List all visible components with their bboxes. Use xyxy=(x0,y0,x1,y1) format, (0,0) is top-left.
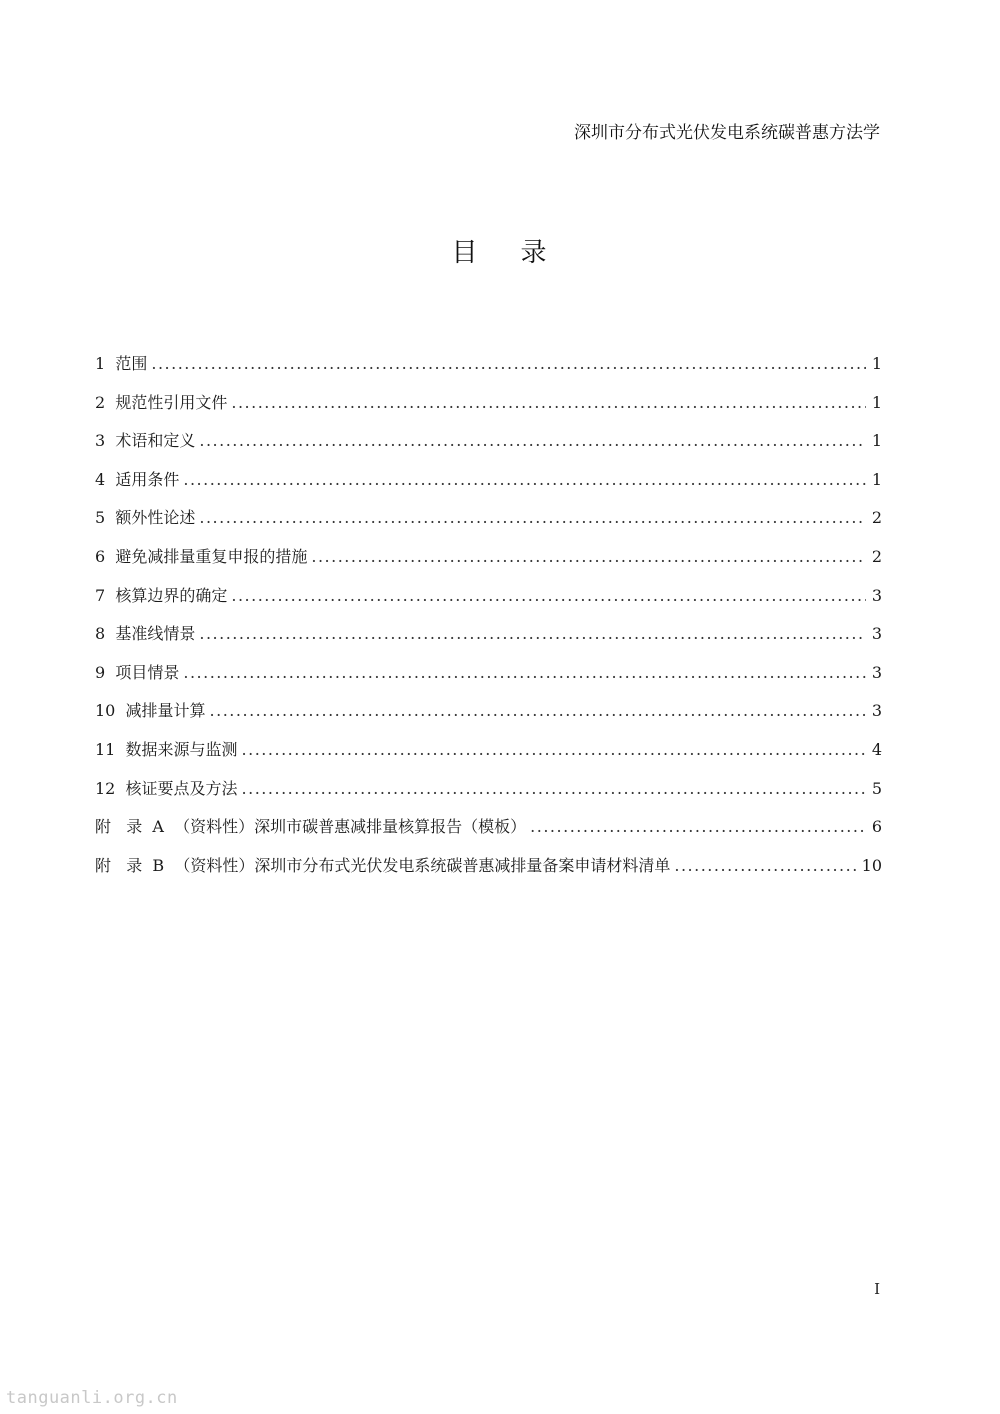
toc-leader-dots xyxy=(183,466,865,494)
page-number: I xyxy=(874,1280,880,1298)
toc-title: 目 录 xyxy=(451,238,549,268)
watermark-text: tanguanli.org.cn xyxy=(6,1388,178,1408)
toc-entry-label: 3 术语和定义 xyxy=(95,431,196,451)
toc-entry-label: 11 数据来源与监测 xyxy=(95,739,238,759)
table-of-contents xyxy=(95,350,882,890)
toc-leader-dots xyxy=(674,852,855,880)
toc-entry-label: 2 规范性引用文件 xyxy=(95,392,228,412)
toc-entry-label: 8 基准线情景 xyxy=(95,624,196,644)
toc-entry-appendix-b[interactable] xyxy=(95,852,882,891)
toc-entry-label: 4 适用条件 xyxy=(95,469,180,489)
toc-leader-dots xyxy=(231,389,865,417)
toc-entry-page: 1 xyxy=(871,354,882,373)
toc-leader-dots xyxy=(199,504,865,532)
toc-entry-page: 2 xyxy=(871,546,882,566)
toc-entry-page: 3 xyxy=(871,662,882,682)
toc-leader-dots xyxy=(311,543,865,571)
toc-entry-page: 1 xyxy=(871,392,882,412)
toc-entry-label: 附 录 B （资料性）深圳市分布式光伏发电系统碳普惠减排量备案申请材料清单 xyxy=(95,855,671,875)
toc-entry-label: 1 范围 xyxy=(95,354,148,373)
toc-leader-dots xyxy=(530,813,866,841)
toc-entry-page: 2 xyxy=(871,508,882,528)
toc-entry[interactable] xyxy=(95,504,882,543)
toc-leader-dots xyxy=(183,659,865,687)
toc-entry[interactable] xyxy=(95,697,882,736)
toc-leader-dots xyxy=(231,582,865,610)
toc-entry[interactable] xyxy=(95,582,882,621)
toc-leader-dots xyxy=(242,736,866,764)
toc-entry[interactable] xyxy=(95,427,882,466)
toc-entry-label: 12 核证要点及方法 xyxy=(95,778,238,798)
toc-entry-page: 4 xyxy=(871,739,882,759)
toc-entry-page: 3 xyxy=(871,624,882,644)
toc-entry-page: 3 xyxy=(871,701,882,721)
toc-entry[interactable] xyxy=(95,389,882,428)
toc-entry[interactable] xyxy=(95,736,882,775)
toc-entry[interactable] xyxy=(95,775,882,814)
toc-entry-page: 6 xyxy=(871,817,882,837)
toc-entry-label: 6 避免减排量重复申报的措施 xyxy=(95,546,308,566)
toc-entry[interactable] xyxy=(95,659,882,698)
toc-entry[interactable] xyxy=(95,350,882,389)
toc-leader-dots xyxy=(199,427,865,455)
toc-entry-label: 5 额外性论述 xyxy=(95,508,196,528)
toc-leader-dots xyxy=(151,350,865,378)
toc-entry-page: 3 xyxy=(871,585,882,605)
toc-entry-label: 附 录 A （资料性）深圳市碳普惠减排量核算报告（模板） xyxy=(95,817,527,837)
toc-entry[interactable] xyxy=(95,543,882,582)
toc-entry[interactable] xyxy=(95,466,882,505)
toc-leader-dots xyxy=(242,775,866,803)
document-header-title: 深圳市分布式光伏发电系统碳普惠方法学 xyxy=(574,123,880,143)
toc-entry-label: 9 项目情景 xyxy=(95,662,180,682)
toc-entry-page: 1 xyxy=(871,469,882,489)
toc-leader-dots xyxy=(210,697,866,725)
toc-entry-page: 1 xyxy=(871,431,882,451)
toc-entry-label: 7 核算边界的确定 xyxy=(95,585,228,605)
toc-entry-page: 5 xyxy=(871,778,882,798)
toc-entry-appendix-a[interactable] xyxy=(95,813,882,852)
toc-entry[interactable] xyxy=(95,620,882,659)
toc-leader-dots xyxy=(199,620,865,648)
toc-entry-label: 10 减排量计算 xyxy=(95,701,206,721)
toc-entry-page: 10 xyxy=(861,855,882,875)
